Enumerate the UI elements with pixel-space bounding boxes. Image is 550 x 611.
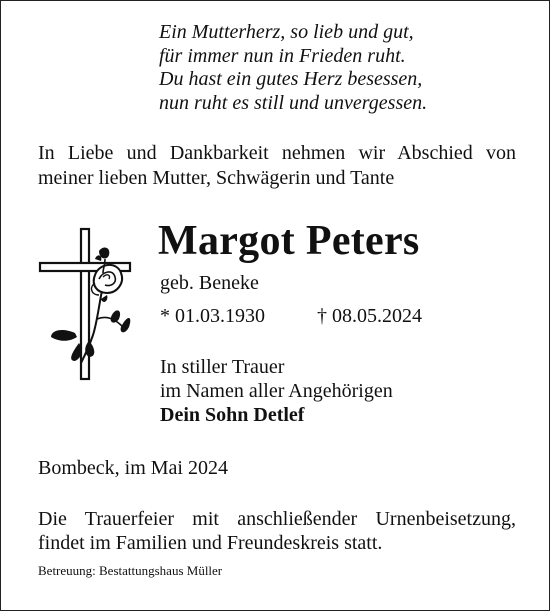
mourners-signature: Dein Sohn Detlef bbox=[160, 404, 305, 426]
funeral-line: Die Trauerfeier mit anschließender Urnenbeisetzung, bbox=[38, 508, 516, 530]
maiden-name: geb. Beneke bbox=[160, 272, 259, 294]
deceased-name: Margot Peters bbox=[158, 218, 420, 264]
farewell-intro bbox=[38, 141, 516, 191]
mourners-line: im Namen aller Angehörigen bbox=[160, 380, 393, 402]
poem-line: Ein Mutterherz, so lieb und gut, bbox=[159, 21, 414, 43]
intro-line: In Liebe und Dankbarkeit nehmen wir Abschied von bbox=[38, 142, 516, 164]
cross-with-rose-icon bbox=[37, 223, 133, 383]
life-dates bbox=[160, 304, 422, 328]
funeral-home-credit: Betreuung: Bestattungshaus Müller bbox=[38, 563, 223, 578]
mourners bbox=[160, 355, 393, 427]
poem bbox=[159, 21, 427, 115]
poem-line: Du hast ein gutes Herz besessen, bbox=[159, 68, 423, 90]
funeral-info bbox=[38, 507, 516, 555]
poem-line: nun ruht es still und unvergessen. bbox=[159, 91, 428, 114]
birth-date: * 01.03.1930 bbox=[160, 305, 265, 327]
place-and-date: Bombeck, im Mai 2024 bbox=[38, 457, 228, 479]
poem-line: für immer nun in Frieden ruht. bbox=[159, 44, 406, 67]
death-date: † 08.05.2024 bbox=[317, 305, 422, 327]
intro-line: meiner lieben Mutter, Schwägerin und Tante bbox=[38, 167, 395, 189]
funeral-line: findet im Familien und Freundeskreis statt. bbox=[38, 532, 383, 554]
mourners-line: In stiller Trauer bbox=[160, 356, 285, 378]
